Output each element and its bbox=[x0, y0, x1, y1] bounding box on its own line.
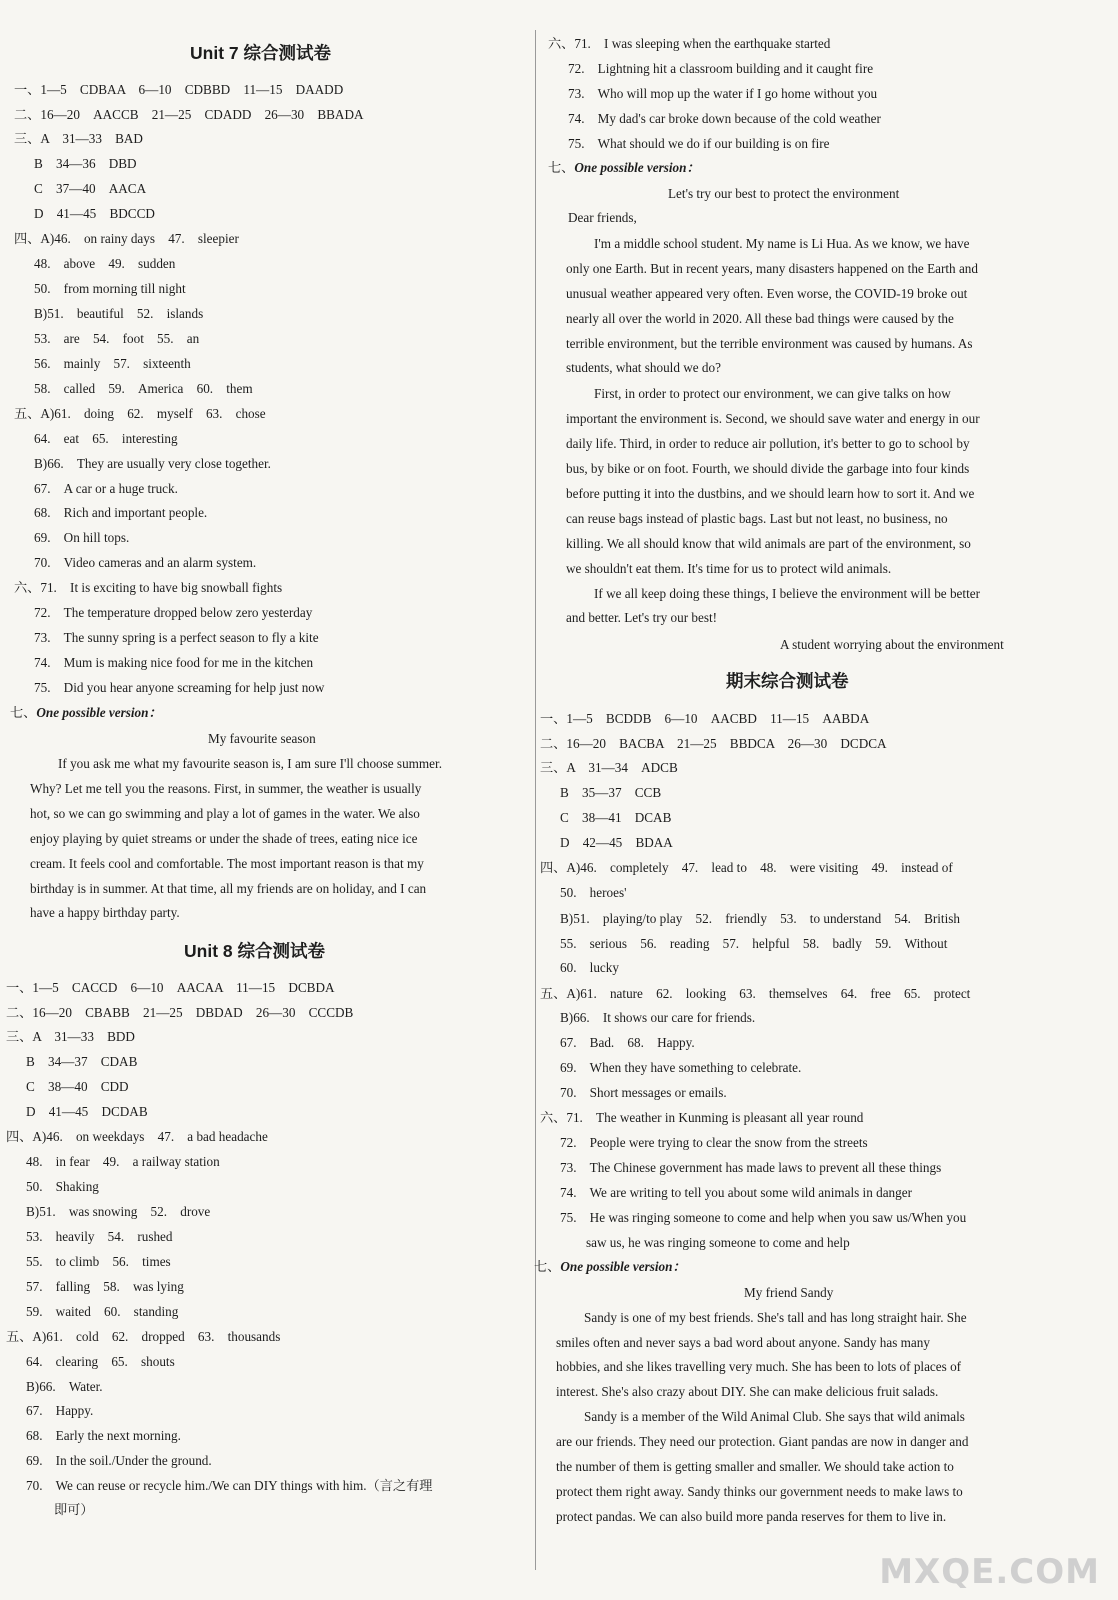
line-text: 69. On hill tops. bbox=[34, 530, 130, 545]
line-text: D 41—45 BDCCD bbox=[34, 206, 155, 221]
line-text: B)66. They are usually very close together. bbox=[34, 456, 271, 471]
answer-line bbox=[566, 411, 980, 427]
answer-line bbox=[560, 911, 960, 927]
line-text: killing. We all should know that wild animals are part of the environment, so bbox=[566, 536, 971, 551]
line-text: terrible environment, but the terrible environment was caused by humans. As bbox=[566, 336, 973, 351]
line-text: 75. Did you hear anyone screaming for help just now bbox=[34, 680, 325, 695]
answer-line bbox=[560, 1135, 868, 1151]
answer-line bbox=[566, 461, 969, 477]
line-text: smiles often and never says a bad word about anyone. Sandy has many bbox=[556, 1335, 930, 1350]
answer-line bbox=[34, 306, 203, 322]
line-text: A student worrying about the environment bbox=[780, 637, 1004, 652]
line-text: 59. waited 60. standing bbox=[26, 1304, 179, 1319]
answer-line bbox=[34, 156, 137, 172]
version-label: One possible version： bbox=[560, 1259, 686, 1274]
line-text: B)51. was snowing 52. drove bbox=[26, 1204, 211, 1219]
line-text: 67. Bad. 68. Happy. bbox=[560, 1035, 695, 1050]
line-text: daily life. Third, in order to reduce air pollution, it's better to go to school by bbox=[566, 436, 970, 451]
answer-line bbox=[26, 1403, 93, 1419]
line-text: Unit 7 综合测试卷 bbox=[190, 43, 331, 63]
answer-line bbox=[30, 881, 426, 897]
line-text: hot, so we can go swimming and play a lot of games in the water. We also bbox=[30, 806, 420, 821]
answer-line bbox=[566, 486, 974, 502]
answer-line bbox=[668, 186, 899, 202]
line-text: 一、1—5 CDBAA 6—10 CDBBD 11—15 DAADD bbox=[14, 82, 344, 97]
line-text: 74. Mum is making nice food for me in the kitchen bbox=[34, 655, 314, 670]
answer-line bbox=[30, 806, 420, 822]
answer-line bbox=[34, 530, 129, 546]
line-text: and better. Let's try our best! bbox=[566, 610, 718, 625]
answer-line bbox=[26, 1179, 99, 1195]
line-text: protect pandas. We can also build more panda reserves for them to live in. bbox=[556, 1509, 947, 1524]
answer-line bbox=[540, 711, 869, 727]
answer-line bbox=[560, 1060, 801, 1076]
line-text: are our friends. They need our protection. Giant pandas are now in danger and bbox=[556, 1434, 969, 1449]
answer-line bbox=[540, 860, 953, 876]
line-text: hobbies, and she likes travelling very much. She has been to lots of places of bbox=[556, 1359, 962, 1374]
line-text: 55. serious 56. reading 57. helpful 58. badly 59. Without bbox=[560, 936, 948, 951]
line-text: 74. My dad's car broke down because of the cold weather bbox=[568, 111, 881, 126]
line-text: B 34—36 DBD bbox=[34, 156, 137, 171]
answer-line bbox=[10, 705, 162, 721]
answer-line bbox=[560, 1160, 941, 1176]
line-text: 48. in fear 49. a railway station bbox=[26, 1154, 220, 1169]
line-text: 期末综合测试卷 bbox=[726, 671, 849, 691]
line-text: 64. clearing 65. shouts bbox=[26, 1354, 175, 1369]
version-label: One possible version： bbox=[36, 705, 162, 720]
answer-line bbox=[560, 885, 626, 901]
line-text: 三、A 31—33 BDD bbox=[6, 1029, 135, 1044]
answer-line bbox=[568, 136, 830, 152]
line-text: 七、 bbox=[10, 705, 37, 720]
answer-line bbox=[560, 835, 673, 851]
line-text: 67. A car or a huge truck. bbox=[34, 481, 178, 496]
line-text: 75. What should we do if our building is on fire bbox=[568, 136, 830, 151]
answer-line bbox=[208, 731, 316, 747]
answer-line bbox=[556, 1434, 968, 1450]
answer-line bbox=[26, 1154, 220, 1170]
line-text: First, in order to protect our environment, we can give talks on how bbox=[594, 386, 951, 401]
answer-line bbox=[34, 331, 199, 347]
answer-line bbox=[566, 261, 978, 277]
answer-line bbox=[58, 756, 442, 772]
answer-line bbox=[568, 111, 881, 127]
line-text: My favourite season bbox=[208, 731, 316, 746]
answer-line bbox=[560, 1210, 966, 1226]
answer-line bbox=[34, 605, 312, 621]
answer-line bbox=[560, 1085, 727, 1101]
line-text: If you ask me what my favourite season is, I am sure I'll choose summer. bbox=[58, 756, 442, 771]
answer-line bbox=[34, 680, 324, 696]
answer-line bbox=[540, 1110, 863, 1126]
answer-line bbox=[14, 82, 343, 98]
line-text: 53. heavily 54. rushed bbox=[26, 1229, 173, 1244]
answer-line bbox=[26, 1229, 173, 1245]
answer-line bbox=[30, 905, 180, 921]
line-text: D 41—45 DCDAB bbox=[26, 1104, 148, 1119]
section-title bbox=[184, 940, 325, 962]
line-text: B)51. beautiful 52. islands bbox=[34, 306, 204, 321]
answer-line bbox=[34, 431, 178, 447]
line-text: 75. He was ringing someone to come and help when you saw us/When you bbox=[560, 1210, 967, 1225]
answer-line bbox=[26, 1478, 432, 1494]
answer-line bbox=[780, 637, 1004, 653]
line-text: 五、A)61. doing 62. myself 63. chose bbox=[14, 406, 266, 421]
answer-line bbox=[14, 107, 364, 123]
answer-line bbox=[556, 1509, 946, 1525]
answer-line bbox=[560, 785, 661, 801]
line-text: D 42—45 BDAA bbox=[560, 835, 673, 850]
line-text: 即可） bbox=[54, 1502, 94, 1517]
answer-line bbox=[548, 160, 700, 176]
line-text: 五、A)61. cold 62. dropped 63. thousands bbox=[6, 1329, 281, 1344]
line-text: only one Earth. But in recent years, many disasters happened on the Earth and bbox=[566, 261, 978, 276]
answer-line bbox=[26, 1254, 171, 1270]
line-text: 二、16—20 BACBA 21—25 BBDCA 26—30 DCDCA bbox=[540, 736, 887, 751]
line-text: Sandy is a member of the Wild Animal Club. She says that wild animals bbox=[584, 1409, 965, 1424]
line-text: 73. The Chinese government has made laws to prevent all these things bbox=[560, 1160, 942, 1175]
line-text: B 35—37 CCB bbox=[560, 785, 662, 800]
answer-line bbox=[34, 655, 313, 671]
line-text: 68. Early the next morning. bbox=[26, 1428, 181, 1443]
line-text: B 34—37 CDAB bbox=[26, 1054, 138, 1069]
line-text: unusual weather appeared very often. Even worse, the COVID-19 broke out bbox=[566, 286, 968, 301]
answer-line bbox=[6, 1129, 268, 1145]
line-text: B)51. playing/to play 52. friendly 53. to understand 54. British bbox=[560, 911, 960, 926]
line-text: can reuse bags instead of plastic bags. Last but not least, no business, no bbox=[566, 511, 948, 526]
line-text: 56. mainly 57. sixteenth bbox=[34, 356, 191, 371]
line-text: 73. The sunny spring is a perfect season to fly a kite bbox=[34, 630, 319, 645]
line-text: B)66. It shows our care for friends. bbox=[560, 1010, 756, 1025]
answer-line bbox=[594, 386, 951, 402]
answer-line bbox=[6, 980, 335, 996]
line-text: protect them right away. Sandy thinks our government needs to make laws to bbox=[556, 1484, 963, 1499]
line-text: we shouldn't eat them. It's time for us to protect wild animals. bbox=[566, 561, 892, 576]
line-text: 69. When they have something to celebrate. bbox=[560, 1060, 802, 1075]
answer-line bbox=[14, 131, 143, 147]
line-text: 73. Who will mop up the water if I go home without you bbox=[568, 86, 878, 101]
line-text: 二、16—20 CBABB 21—25 DBDAD 26—30 CCCDB bbox=[6, 1005, 354, 1020]
line-text: bus, by bike or on foot. Fourth, we should divide the garbage into four kinds bbox=[566, 461, 970, 476]
line-text: 72. The temperature dropped below zero yesterday bbox=[34, 605, 313, 620]
answer-line bbox=[584, 1409, 965, 1425]
answer-line bbox=[566, 610, 717, 626]
answer-line bbox=[26, 1104, 148, 1120]
answer-line bbox=[540, 986, 970, 1002]
answer-line bbox=[34, 630, 319, 646]
answer-line bbox=[744, 1285, 833, 1301]
line-text: I'm a middle school student. My name is Li Hua. As we know, we have bbox=[594, 236, 970, 251]
line-text: Why? Let me tell you the reasons. First, in summer, the weather is usually bbox=[30, 781, 422, 796]
answer-line bbox=[566, 436, 970, 452]
line-text: 67. Happy. bbox=[26, 1403, 94, 1418]
answer-line bbox=[34, 356, 191, 372]
line-text: B)66. Water. bbox=[26, 1379, 103, 1394]
line-text: 70. Short messages or emails. bbox=[560, 1085, 727, 1100]
line-text: interest. She's also crazy about DIY. She can make delicious fruit salads. bbox=[556, 1384, 939, 1399]
answer-line bbox=[30, 831, 417, 847]
line-text: 70. We can reuse or recycle him./We can DIY things with him.（言之有理 bbox=[26, 1478, 433, 1493]
answer-line bbox=[568, 86, 877, 102]
line-text: 五、A)61. nature 62. looking 63. themselves 64. free 65. protect bbox=[540, 986, 971, 1001]
line-text: 一、1—5 CACCD 6—10 AACAA 11—15 DCBDA bbox=[6, 980, 335, 995]
watermark-logo: MXQE.COM bbox=[879, 1552, 1100, 1592]
line-text: students, what should we do? bbox=[566, 360, 721, 375]
line-text: My friend Sandy bbox=[744, 1285, 834, 1300]
answer-line bbox=[560, 1185, 912, 1201]
answer-line bbox=[556, 1459, 954, 1475]
line-text: 48. above 49. sudden bbox=[34, 256, 176, 271]
answer-line bbox=[560, 1035, 695, 1051]
section-title bbox=[726, 670, 849, 692]
line-text: 六、71. It is exciting to have big snowball fights bbox=[14, 580, 283, 595]
answer-line bbox=[560, 810, 671, 826]
answer-line bbox=[34, 505, 207, 521]
answer-line bbox=[6, 1329, 280, 1345]
answer-line bbox=[556, 1384, 938, 1400]
line-text: important the environment is. Second, we should save water and energy in our bbox=[566, 411, 980, 426]
line-text: 四、A)46. on rainy days 47. sleepier bbox=[14, 231, 239, 246]
line-text: Let's try our best to protect the environment bbox=[668, 186, 900, 201]
answer-line bbox=[566, 360, 721, 376]
line-text: Unit 8 综合测试卷 bbox=[184, 941, 325, 961]
line-text: nearly all over the world in 2020. All these bad things were caused by the bbox=[566, 311, 954, 326]
line-text: 二、16—20 AACCB 21—25 CDADD 26—30 BBADA bbox=[14, 107, 364, 122]
line-text: 58. called 59. America 60. them bbox=[34, 381, 253, 396]
line-text: 69. In the soil./Under the ground. bbox=[26, 1453, 212, 1468]
line-text: 60. lucky bbox=[560, 960, 619, 975]
answer-line bbox=[14, 580, 282, 596]
answer-line bbox=[6, 1005, 353, 1021]
line-text: 三、A 31—33 BAD bbox=[14, 131, 143, 146]
answer-line bbox=[34, 256, 175, 272]
answer-line bbox=[566, 336, 973, 352]
line-text: 72. People were trying to clear the snow from the streets bbox=[560, 1135, 868, 1150]
line-text: the number of them is getting smaller and smaller. We should take action to bbox=[556, 1459, 954, 1474]
line-text: C 37—40 AACA bbox=[34, 181, 147, 196]
answer-line bbox=[26, 1204, 210, 1220]
answer-line bbox=[26, 1304, 178, 1320]
answer-line bbox=[540, 760, 678, 776]
line-text: 七、 bbox=[548, 160, 575, 175]
line-text: 50. Shaking bbox=[26, 1179, 99, 1194]
line-text: saw us, he was ringing someone to come and help bbox=[586, 1235, 850, 1250]
answer-line bbox=[34, 555, 256, 571]
answer-line bbox=[594, 236, 969, 252]
answer-line bbox=[26, 1379, 103, 1395]
answer-line bbox=[534, 1259, 686, 1275]
answer-line bbox=[556, 1359, 961, 1375]
answer-line bbox=[6, 1029, 135, 1045]
line-text: Dear friends, bbox=[568, 210, 637, 225]
answer-line bbox=[26, 1354, 175, 1370]
line-text: 70. Video cameras and an alarm system. bbox=[34, 555, 257, 570]
line-text: 74. We are writing to tell you about some wild animals in danger bbox=[560, 1185, 912, 1200]
answer-line bbox=[26, 1453, 212, 1469]
answer-line bbox=[548, 36, 830, 52]
answer-line bbox=[34, 281, 186, 297]
answer-line bbox=[586, 1235, 850, 1251]
answer-line bbox=[584, 1310, 967, 1326]
section-title bbox=[190, 42, 331, 64]
answer-line bbox=[566, 511, 948, 527]
answer-line bbox=[30, 856, 424, 872]
answer-line bbox=[566, 561, 891, 577]
answer-line bbox=[568, 210, 637, 226]
answer-line bbox=[566, 311, 954, 327]
answer-line bbox=[560, 960, 619, 976]
line-text: 68. Rich and important people. bbox=[34, 505, 208, 520]
answer-line bbox=[26, 1279, 184, 1295]
line-text: 七、 bbox=[534, 1259, 561, 1274]
line-text: 六、71. The weather in Kunming is pleasant all year round bbox=[540, 1110, 864, 1125]
answer-line bbox=[34, 481, 178, 497]
line-text: 三、A 31—34 ADCB bbox=[540, 760, 678, 775]
line-text: 57. falling 58. was lying bbox=[26, 1279, 184, 1294]
answer-line bbox=[34, 381, 253, 397]
answer-line bbox=[566, 286, 967, 302]
answer-line bbox=[560, 936, 947, 952]
answer-line bbox=[14, 231, 239, 247]
answer-line bbox=[34, 181, 146, 197]
answer-line bbox=[594, 586, 980, 602]
line-text: C 38—40 CDD bbox=[26, 1079, 129, 1094]
line-text: 53. are 54. foot 55. an bbox=[34, 331, 200, 346]
line-text: 一、1—5 BCDDB 6—10 AACBD 11—15 AABDA bbox=[540, 711, 870, 726]
line-text: C 38—41 DCAB bbox=[560, 810, 672, 825]
line-text: 55. to climb 56. times bbox=[26, 1254, 171, 1269]
answer-line bbox=[556, 1335, 930, 1351]
answer-line bbox=[26, 1428, 181, 1444]
line-text: birthday is in summer. At that time, all my friends are on holiday, and I can bbox=[30, 881, 427, 896]
answer-line bbox=[540, 736, 887, 752]
answer-line bbox=[34, 456, 271, 472]
answer-line bbox=[30, 781, 421, 797]
line-text: 六、71. I was sleeping when the earthquake started bbox=[548, 36, 831, 51]
line-text: If we all keep doing these things, I believe the environment will be better bbox=[594, 586, 980, 601]
line-text: before putting it into the dustbins, and we should learn how to sort it. And we bbox=[566, 486, 975, 501]
line-text: 50. heroes' bbox=[560, 885, 627, 900]
line-text: 64. eat 65. interesting bbox=[34, 431, 178, 446]
line-text: enjoy playing by quiet streams or under the shade of trees, eating nice ice bbox=[30, 831, 418, 846]
line-text: 四、A)46. completely 47. lead to 48. were visiting 49. instead of bbox=[540, 860, 953, 875]
line-text: 50. from morning till night bbox=[34, 281, 186, 296]
version-label: One possible version： bbox=[574, 160, 700, 175]
answer-line bbox=[566, 536, 971, 552]
answer-line bbox=[14, 406, 266, 422]
answer-line bbox=[26, 1054, 137, 1070]
answer-line bbox=[568, 61, 873, 77]
line-text: have a happy birthday party. bbox=[30, 905, 180, 920]
column-divider bbox=[535, 30, 536, 1570]
answer-line bbox=[560, 1010, 755, 1026]
line-text: 四、A)46. on weekdays 47. a bad headache bbox=[6, 1129, 268, 1144]
answer-line bbox=[34, 206, 155, 222]
line-text: Sandy is one of my best friends. She's tall and has long straight hair. She bbox=[584, 1310, 967, 1325]
answer-line bbox=[26, 1079, 129, 1095]
answer-line bbox=[54, 1502, 94, 1518]
line-text: cream. It feels cool and comfortable. The most important reason is that my bbox=[30, 856, 424, 871]
answer-line bbox=[556, 1484, 963, 1500]
line-text: 72. Lightning hit a classroom building and it caught fire bbox=[568, 61, 874, 76]
